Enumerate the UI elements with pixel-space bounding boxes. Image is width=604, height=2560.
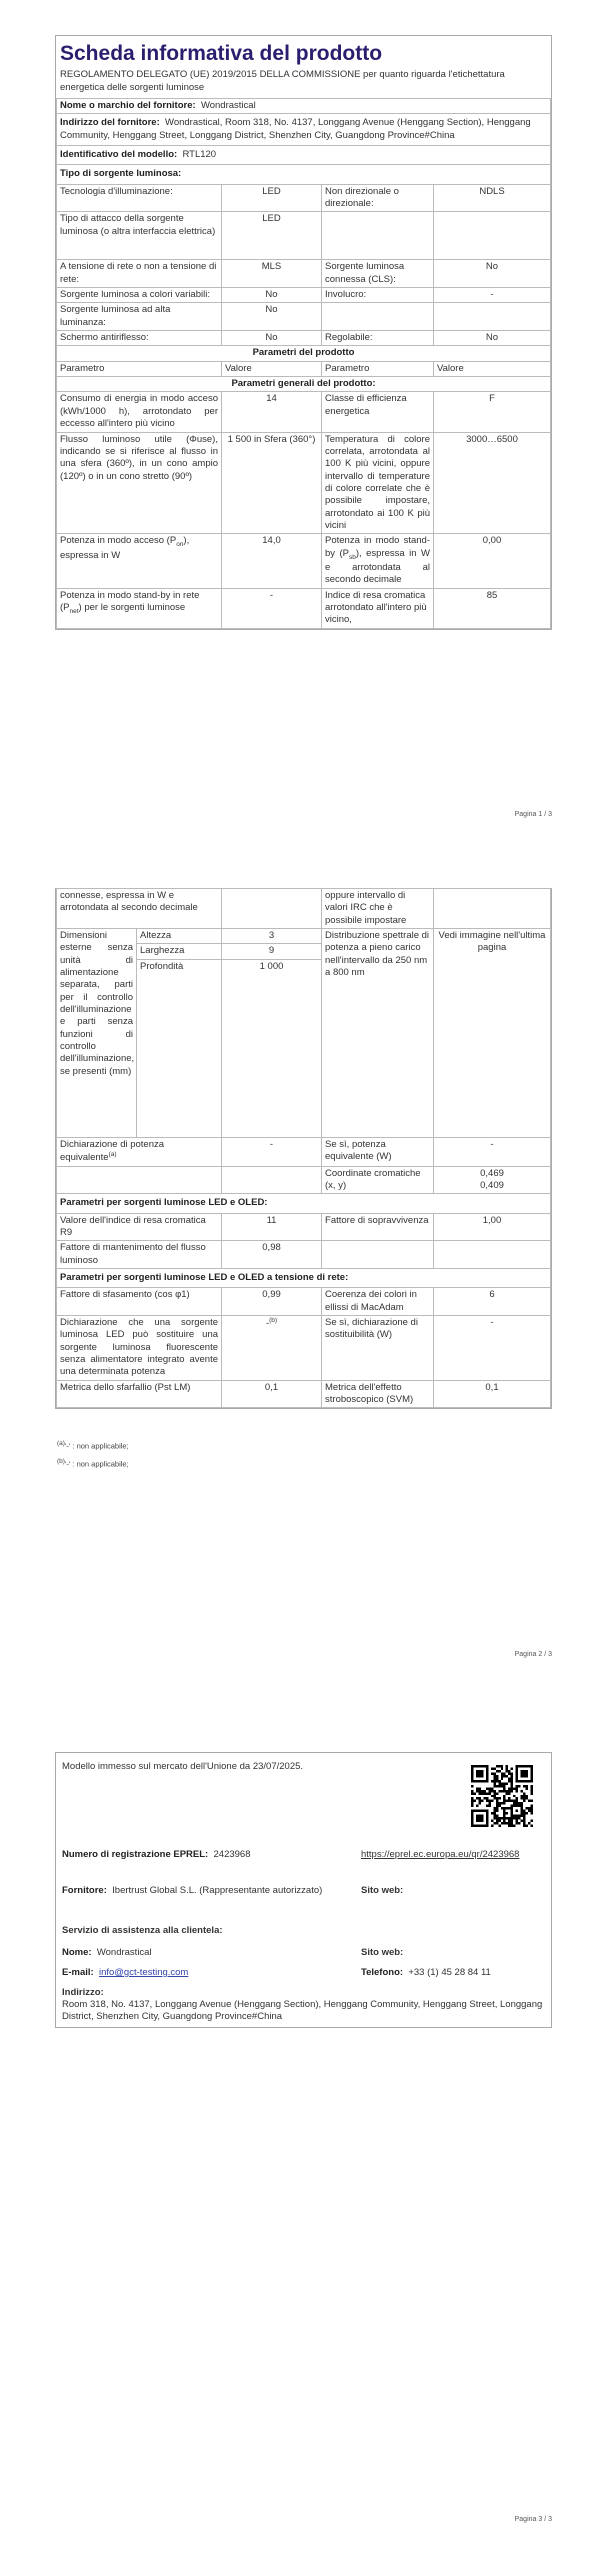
supplier3-label: Fornitore: — [62, 1885, 107, 1896]
eprel-value: 2423968 — [213, 1849, 251, 1860]
mac-value: 6 — [434, 1288, 551, 1316]
cri-value: 85 — [434, 588, 551, 628]
surv-value: 1,00 — [434, 1213, 551, 1241]
cap-label: Tipo di attacco della sorgente luminosa (o altra interfaccia elettrica) — [57, 212, 222, 260]
repl-label: Dichiarazione che una sorgente luminosa LED può sostituire una sorgente luminosa fluorescente senza alimentatore integrato avente una determinata potenza — [57, 1316, 222, 1381]
width-value: 9 — [222, 944, 322, 959]
pnet-label-cont: connesse, espressa in W e arrotondata al secondo decimale — [57, 889, 222, 929]
col-value-1: Valore — [222, 361, 322, 376]
equiv-label: Dichiarazione di potenza equivalente$^{(a)}$ — [57, 1137, 222, 1166]
supplier-value: Wondrastical — [200, 99, 256, 111]
source-type-label: Tipo di sorgente luminosa: — [57, 165, 551, 184]
cls-label: Sorgente luminosa connessa (CLS): — [322, 260, 434, 288]
depth-value: 1 000 — [222, 959, 322, 1137]
mac-label: Coerenza dei colori in ellissi di MacAdam — [322, 1288, 434, 1316]
model-label: Identificativo del modello: — [60, 149, 178, 161]
mains-label: A tensione di rete o non a tensione di rete: — [57, 260, 222, 288]
lm-label: Fattore di mantenimento del flusso luminoso — [57, 1241, 222, 1269]
website2-label: Sito web: — [361, 1947, 404, 1958]
address-label: Indirizzo del fornitore: — [60, 117, 160, 129]
phone-row — [361, 1967, 491, 1979]
general-params-header: Parametri generali del prodotto: — [57, 377, 551, 392]
sheet-3 — [55, 1752, 552, 2028]
sheet-1 — [55, 35, 552, 630]
eprel-label: Numero di registrazione EPREL: — [62, 1849, 209, 1860]
addr-value: Room 318, No. 4137, Longgang Avenue (Henggang Section), Henggang Community, Henggang Street, Longgang District, Shenzhen City, Guangdong Province#China — [62, 1999, 543, 2023]
envelope-value: - — [434, 288, 551, 303]
class-label: Classe di efficienza energetica — [322, 392, 434, 432]
flicker-value: 0,1 — [222, 1380, 322, 1408]
eprel-row — [62, 1849, 251, 1861]
pnet-value: - — [222, 588, 322, 628]
col-param-1: Parametro — [57, 361, 222, 376]
glare-label: Schermo antiriflesso: — [57, 331, 222, 346]
equiv-value: - — [222, 1137, 322, 1166]
repl-value: -$^{(b)}$ — [222, 1316, 322, 1381]
equiv-w-value: - — [434, 1137, 551, 1166]
name-row — [62, 1947, 152, 1959]
depth-label: Profondità — [137, 959, 222, 1137]
addr-label: Indirizzo: — [62, 1987, 104, 1998]
mains-led-header: Parametri per sorgenti luminose LED e OLED a tensione di rete: — [57, 1268, 551, 1287]
psb-value: 0,00 — [434, 534, 551, 588]
r9-label: Valore dell'indice di resa cromatica R9 — [57, 1213, 222, 1241]
height-value: 3 — [222, 929, 322, 944]
dim-value: No — [434, 331, 551, 346]
envelope-label: Involucro: — [322, 288, 434, 303]
svm-label: Metrica dell'effetto stroboscopico (SVM) — [322, 1380, 434, 1408]
class-value: F — [434, 392, 551, 432]
chroma-y: 0,409 — [480, 1179, 504, 1191]
address-value: Wondrastical, Room 318, No. 4137, Longgang Avenue (Henggang Section), Henggang Community, Henggang Street, Longgang District, Shenzhen City, Guangdong Province#China — [60, 117, 531, 141]
footnote-a: $^{(a)}$'-' : non applicabile; — [57, 1440, 129, 1451]
cls-value: No — [434, 260, 551, 288]
page-title: Scheda informativa del prodotto — [60, 42, 383, 65]
pf-label: Fattore di sfasamento (cos φ1) — [57, 1288, 222, 1316]
pon-label: Potenza in modo acceso $(P_{on})$, espressa in W — [57, 534, 222, 588]
dim-label: Regolabile: — [322, 331, 434, 346]
name-value: Wondrastical — [96, 1947, 152, 1958]
energy-label: Consumo di energia in modo acceso (kWh/1000 h), arrotondato per eccesso all'intero più vicino — [57, 392, 222, 432]
page-number-1: Pagina 1 / 3 — [514, 811, 552, 818]
cct-value: 3000…6500 — [434, 432, 551, 534]
col-value-2: Valore — [434, 361, 551, 376]
pnet-label: Potenza in modo stand-by in rete $(P_{net})$ per le sorgenti luminose — [57, 588, 222, 628]
hl-value: No — [222, 303, 322, 331]
nondir-value: NDLS — [434, 184, 551, 212]
product-params-header: Parametri del prodotto — [57, 346, 551, 361]
cap-value: LED — [222, 212, 322, 260]
pf-value: 0,99 — [222, 1288, 322, 1316]
regulation-subtitle: REGOLAMENTO DELEGATO (UE) 2019/2015 DELLA COMMISSIONE per quanto riguarda l'etichettatura energetica delle sorgenti luminose — [60, 69, 505, 93]
chroma-x: 0,469 — [480, 1167, 504, 1179]
energy-value: 14 — [222, 392, 322, 432]
chroma-label: Coordinate cromatiche (x, y) — [322, 1166, 434, 1194]
page-number-3: Pagina 3 / 3 — [514, 2516, 552, 2523]
placed-on-market: Modello immesso sul mercato dell'Unione da 23/07/2025. — [62, 1761, 304, 1772]
flux-label: Flusso luminoso utile (Φuse), indicando se si riferisce al flusso in una sfera (360º), in un cono ampio (120º) o in un cono stretto (90º) — [57, 432, 222, 534]
phone-value: +33 (1) 45 28 84 11 — [408, 1967, 491, 1978]
cri-label-cont: oppure intervallo di valori IRC che è possibile impostare — [322, 889, 434, 929]
footnote-b: $^{(b)}$'-' : non applicabile; — [57, 1458, 129, 1469]
surv-label: Fattore di sopravvivenza — [322, 1213, 434, 1241]
repl-w-value: - — [434, 1316, 551, 1381]
mains-value: MLS — [222, 260, 322, 288]
height-label: Altezza — [137, 929, 222, 944]
email-row — [62, 1967, 188, 1979]
name-label: Nome: — [62, 1947, 92, 1958]
eprel-link[interactable]: https://eprel.ec.europa.eu/qr/2423968 — [361, 1849, 520, 1860]
colour-label: Sorgente luminosa a colori variabili: — [57, 288, 222, 303]
qr-code-icon[interactable] — [471, 1765, 533, 1827]
model-value: RTL120 — [182, 149, 217, 161]
product-params-table-cont — [56, 888, 551, 1408]
phone-label: Telefono: — [361, 1967, 404, 1978]
r9-value: 11 — [222, 1213, 322, 1241]
spd-label: Distribuzione spettrale di potenza a pieno carico nell'intervallo da 250 nm a 800 nm — [322, 929, 434, 1138]
psb-label: Potenza in modo stand-by $(P_{sb})$, espressa in W e arrotondata al secondo decimale — [322, 534, 434, 588]
flicker-label: Metrica dello sfarfallio (Pst LM) — [57, 1380, 222, 1408]
email-label: E-mail: — [62, 1967, 94, 1978]
colour-value: No — [222, 288, 322, 303]
supplier-row — [62, 1885, 352, 1897]
repl-w-label: Se sì, dichiarazione di sostituibilità (W) — [322, 1316, 434, 1381]
sheet-2 — [55, 888, 552, 1409]
supplier3-value: Ibertrust Global S.L. (Rappresentante autorizzato) — [112, 1885, 323, 1896]
email-link[interactable]: info@gct-testing.com — [98, 1967, 189, 1978]
chroma-value — [434, 1166, 551, 1194]
hl-label: Sorgente luminosa ad alta luminanza: — [57, 303, 222, 331]
website-label: Sito web: — [361, 1885, 404, 1896]
equiv-w-label: Se sì, potenza equivalente (W) — [322, 1137, 434, 1166]
led-params-header: Parametri per sorgenti luminose LED e OLED: — [57, 1194, 551, 1213]
pon-value: 14,0 — [222, 534, 322, 588]
flux-value: 1 500 in Sfera (360°) — [222, 432, 322, 534]
page-number-2: Pagina 2 / 3 — [514, 1651, 552, 1658]
cct-label: Temperatura di colore correlata, arrotondata al 100 K più vicini, oppure intervallo di temperature di colore correlate che è possibile impostare, arrotondato ai 100 K più vicini — [322, 432, 434, 534]
width-label: Larghezza — [137, 944, 222, 959]
tech-value: LED — [222, 184, 322, 212]
dims-label: Dimensioni esterne senza unità di alimentazione separata, parti per il controllo dell'illuminazione e parti senza funzioni di controllo dell'illuminazione, se presenti (mm) — [57, 929, 137, 1138]
glare-value: No — [222, 331, 322, 346]
lm-value: 0,98 — [222, 1241, 322, 1269]
col-param-2: Parametro — [322, 361, 434, 376]
service-label: Servizio di assistenza alla clientela: — [62, 1925, 223, 1936]
supplier-label: Nome o marchio del fornitore: — [60, 99, 196, 111]
nondir-label: Non direzionale o direzionale: — [322, 184, 434, 212]
cri-label: Indice di resa cromatica arrotondato all'intero più vicino, — [322, 588, 434, 628]
product-info-table — [56, 98, 551, 629]
spd-value: Vedi immagine nell'ultima pagina — [434, 929, 551, 1138]
tech-label: Tecnologia d'illuminazione: — [57, 184, 222, 212]
svm-value: 0,1 — [434, 1380, 551, 1408]
